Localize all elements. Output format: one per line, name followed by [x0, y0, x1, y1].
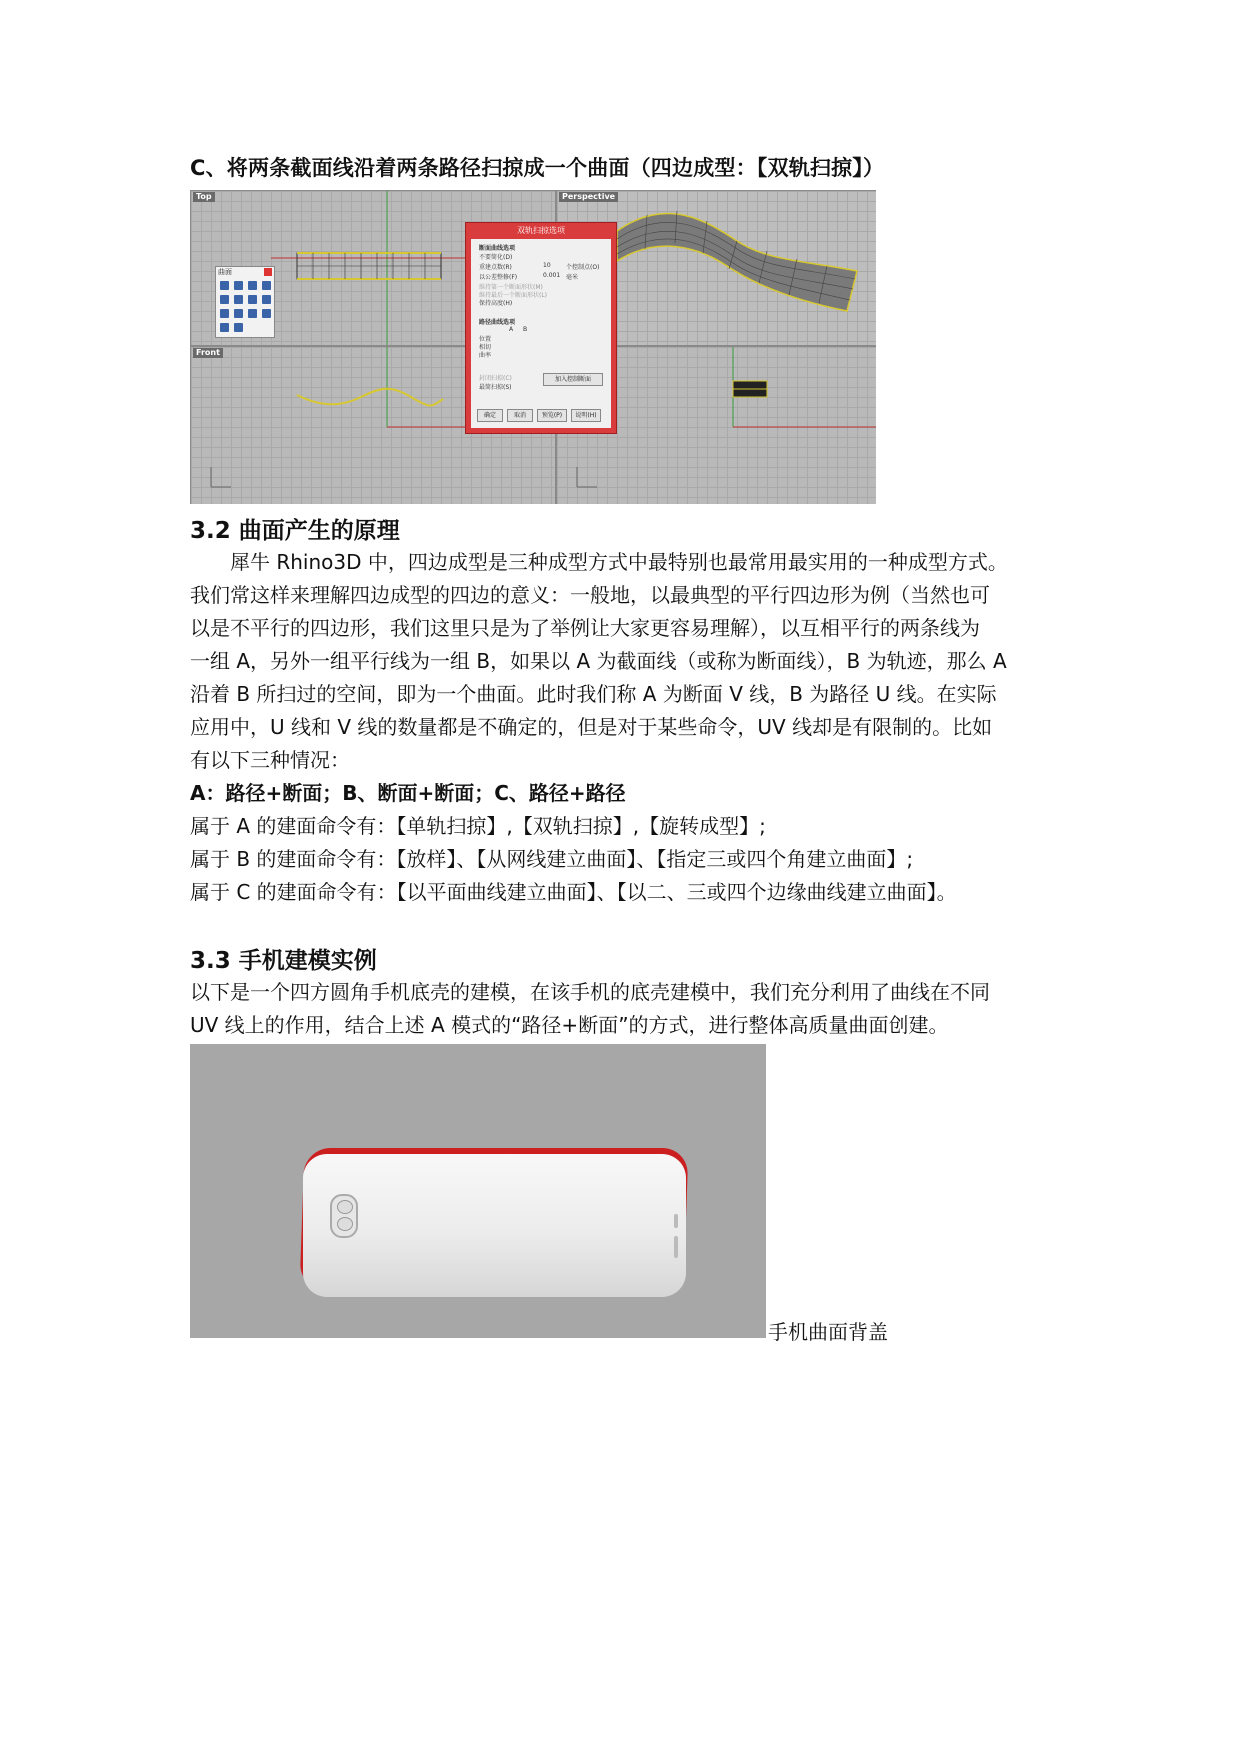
checkbox-closed-sweep[interactable]: 封闭扫掠(C)	[479, 375, 512, 382]
viewport-label-perspective: Perspective	[559, 192, 618, 202]
ok-button[interactable]: 确定	[477, 409, 503, 422]
camera-icon	[330, 1194, 358, 1238]
sweep-mode-summary: A：路径+断面；B、断面+断面；C、路径+路径	[190, 781, 626, 805]
viewport-label-front: Front	[193, 348, 223, 358]
paragraph-line: 一组 A，另外一组平行线为一组 B，如果以 A 为截面线（或称为断面线），B 为轨迹，那么 A	[190, 649, 1007, 673]
cross-section-options-title: 断面曲线选项	[479, 245, 516, 252]
dialog-title: 双轨扫掠选项	[517, 226, 565, 235]
paragraph-line: UV 线上的作用，结合上述 A 模式的“路径+断面”的方式，进行整体高质量曲面创建。	[190, 1013, 949, 1037]
phone-back-cover-render	[190, 1044, 766, 1338]
surface-toolbar-title: 曲面	[218, 268, 232, 276]
rail-row-position: 位置	[479, 336, 492, 343]
close-icon[interactable]	[264, 268, 272, 276]
rail-col-a: A	[509, 326, 514, 333]
help-button[interactable]: 说明(H)	[571, 409, 601, 422]
rail-options-title: 路径曲线选项	[479, 319, 516, 326]
list-item: 属于 C 的建面命令有：【以平面曲线建立曲面】、【以二、三或四个边缘曲线建立曲面】。	[190, 880, 957, 904]
surface-tool-icon[interactable]	[262, 309, 271, 318]
paragraph-line: 应用中，U 线和 V 线的数量都是不确定的，但是对于某些命令，UV 线却是有限制的。比如	[190, 715, 993, 739]
rebuild-value[interactable]: 10	[543, 262, 551, 269]
tolerance-unit: 毫米	[566, 274, 579, 281]
preview-button[interactable]: 预览(P)	[537, 409, 567, 422]
surface-tool-icon[interactable]	[248, 309, 257, 318]
tolerance-value[interactable]: 0.001	[543, 272, 561, 279]
rhino-sweep2-screenshot	[190, 190, 876, 504]
paragraph-line: 犀牛 Rhino3D 中，四边成型是三种成型方式中最特别也最常用最实用的一种成型方式。	[190, 550, 1008, 574]
lens-icon	[337, 1200, 353, 1214]
checkbox-keep-last-shape[interactable]: 维持最后一个断面形状(L)	[479, 292, 548, 299]
section-3-2-title: 3.2 曲面产生的原理	[190, 518, 400, 544]
side-button	[674, 1214, 678, 1228]
add-slash-button[interactable]: 加入控制断面	[543, 373, 603, 386]
rebuild-unit: 个控制点(O)	[566, 264, 600, 271]
surface-tool-icon[interactable]	[234, 323, 243, 332]
option-no-simplify[interactable]: 不要简化(D)	[479, 254, 513, 261]
checkbox-maintain-height[interactable]: 保持高度(H)	[479, 300, 513, 307]
surface-toolbar	[215, 266, 275, 338]
cancel-button[interactable]: 取消	[507, 409, 533, 422]
surface-tool-icon[interactable]	[234, 309, 243, 318]
dialog-body	[471, 239, 611, 428]
lens-icon	[337, 1217, 353, 1231]
section-3-3-title: 3.3 手机建模实例	[190, 948, 377, 974]
figure-caption: 手机曲面背盖	[768, 1320, 888, 1344]
rail-row-curvature: 曲率	[479, 352, 492, 359]
surface-tool-icon[interactable]	[234, 281, 243, 290]
sweep2-options-dialog	[465, 222, 617, 434]
phone-back-cover	[303, 1154, 686, 1297]
surface-tool-icon[interactable]	[220, 295, 229, 304]
surface-tool-icon[interactable]	[262, 281, 271, 290]
list-item: 属于 B 的建面命令有：【放样】、【从网线建立曲面】、【指定三或四个角建立曲面】;	[190, 847, 914, 871]
paragraph-line: 以是不平行的四边形，我们这里只是为了举例让大家更容易理解），以互相平行的两条线为	[190, 616, 980, 640]
paragraph-line: 我们常这样来理解四边成型的四边的意义：一般地，以最典型的平行四边形为例（当然也可	[190, 583, 990, 607]
surface-tool-icon[interactable]	[234, 295, 243, 304]
checkbox-keep-first-shape[interactable]: 维持第一个断面形状(M)	[479, 284, 543, 291]
checkbox-simple-sweep[interactable]: 最简扫掠(S)	[479, 384, 512, 391]
surface-tool-icon[interactable]	[262, 295, 271, 304]
surface-tool-icon[interactable]	[220, 281, 229, 290]
surface-tool-icon[interactable]	[248, 281, 257, 290]
surface-tool-icon[interactable]	[220, 323, 229, 332]
paragraph-line: 有以下三种情况：	[190, 748, 350, 772]
paragraph-line: 以下是一个四方圆角手机底壳的建模，在该手机的底壳建模中，我们充分利用了曲线在不同	[190, 980, 990, 1004]
viewport-label-top: Top	[193, 192, 215, 202]
rail-col-b: B	[523, 326, 528, 333]
surface-tool-icon[interactable]	[248, 295, 257, 304]
surface-tool-icon[interactable]	[220, 309, 229, 318]
option-refit[interactable]: 以公差整修(F)	[479, 274, 518, 281]
option-rebuild[interactable]: 重建点数(R)	[479, 264, 512, 271]
paragraph-line: 沿着 B 所扫过的空间，即为一个曲面。此时我们称 A 为断面 V 线，B 为路径 U 线。在实际	[190, 682, 997, 706]
side-button	[674, 1236, 678, 1258]
list-item: 属于 A 的建面命令有：【单轨扫掠】,【双轨扫掠】,【旋转成型】;	[190, 814, 766, 838]
rail-row-tangency: 相切	[479, 344, 492, 351]
section-c-heading: C、将两条截面线沿着两条路径扫掠成一个曲面（四边成型：【双轨扫掠】）	[190, 156, 885, 180]
